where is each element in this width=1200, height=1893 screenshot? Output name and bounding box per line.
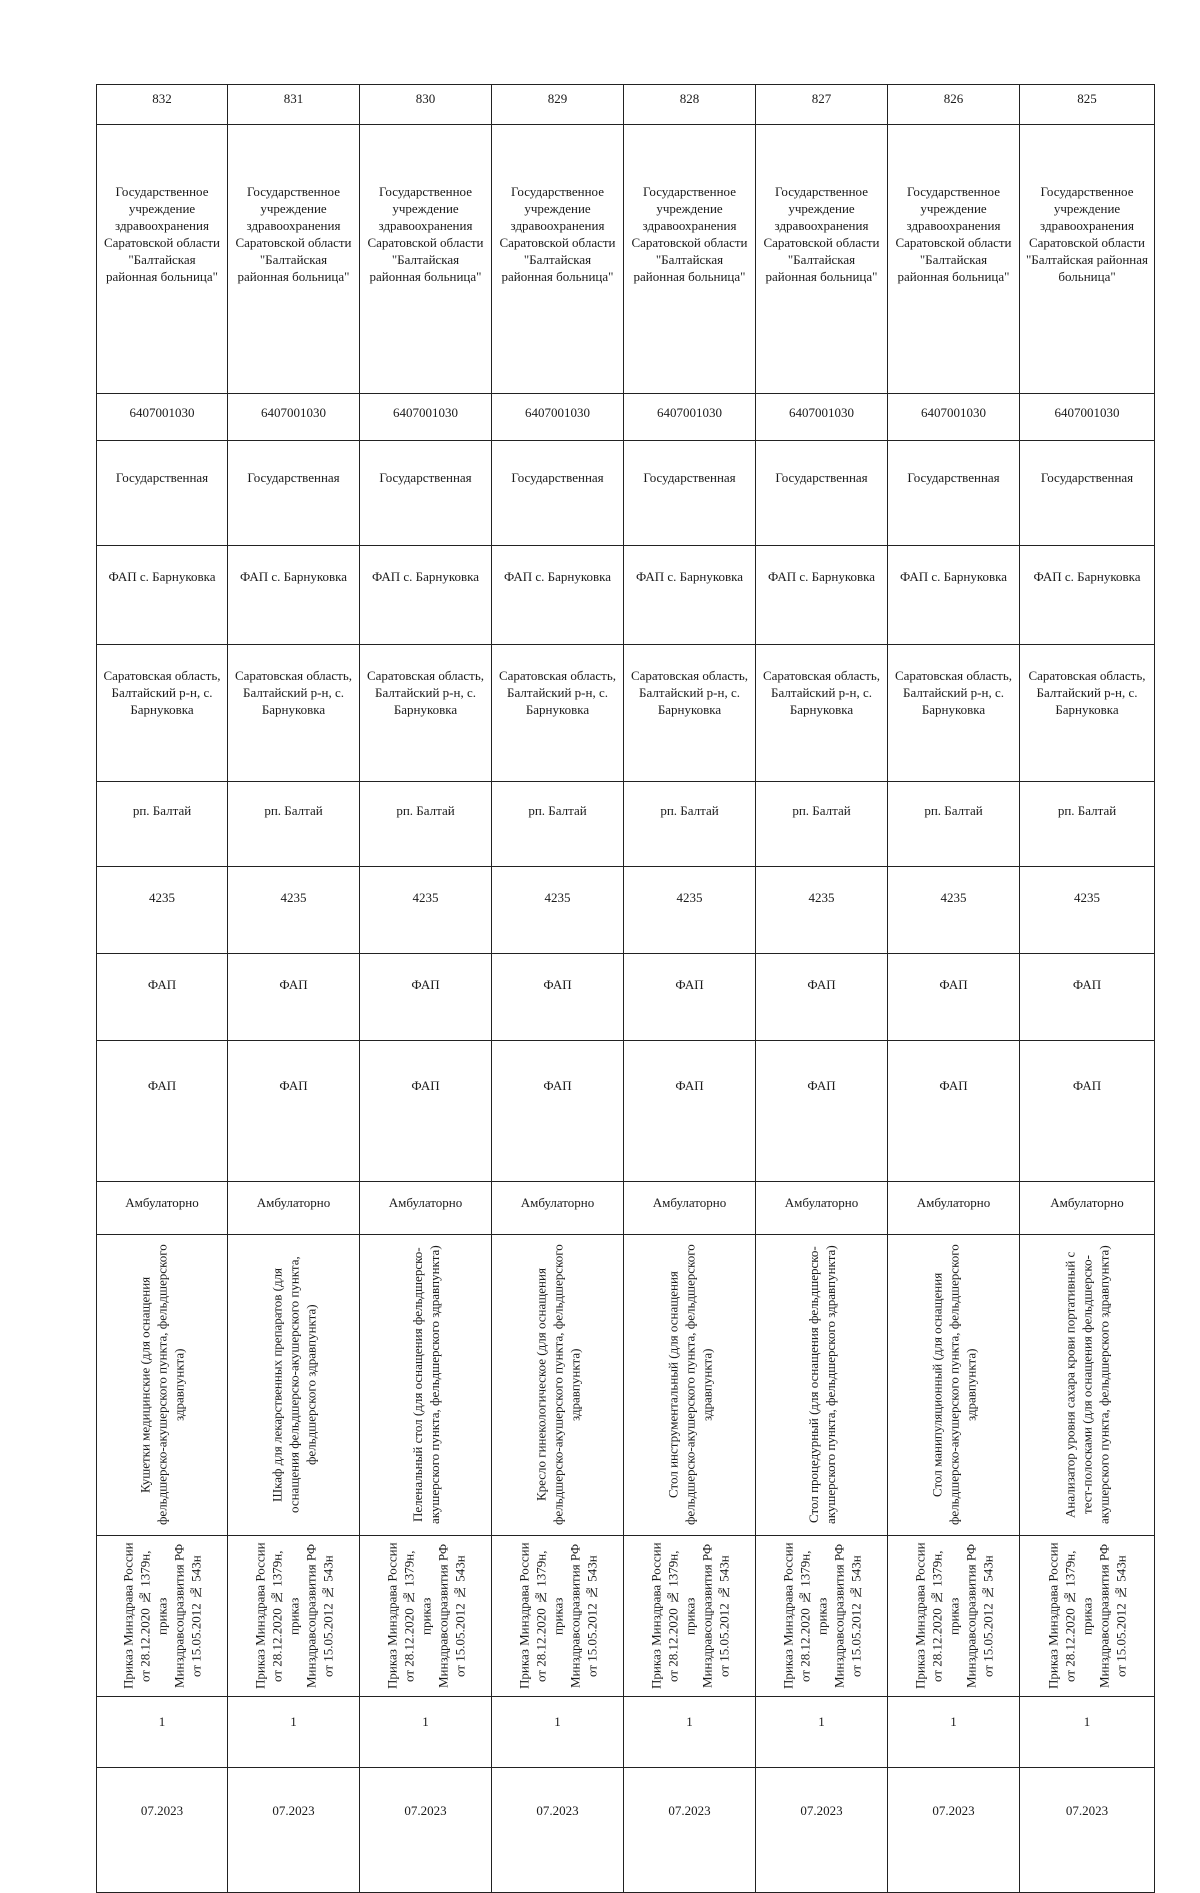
cell-equipment bbox=[1020, 1235, 1155, 1536]
cell-organization: Государственное учреждение здравоохранения Саратовской области "Балтайская районная больница" bbox=[360, 125, 492, 394]
cell-organization: Государственное учреждение здравоохранения Саратовской области "Балтайская районная больница" bbox=[888, 125, 1020, 394]
cell-population: 4235 bbox=[888, 867, 1020, 954]
cell-facility: ФАП с. Барнуковка bbox=[1020, 546, 1155, 645]
cell-type-1: ФАП bbox=[624, 954, 756, 1041]
cell-condition: Амбулаторно bbox=[360, 1182, 492, 1235]
row-type-2 bbox=[97, 1041, 1155, 1182]
order-text: Приказ Минздрава России от 28.12.2020 № 1379н, приказ Минздравсоцразвития РФ от 15.05.2012 № 543н bbox=[516, 1542, 599, 1690]
cell-number: 830 bbox=[360, 85, 492, 125]
cell-date: 07.2023 bbox=[756, 1768, 888, 1893]
cell-number: 827 bbox=[756, 85, 888, 125]
cell-address: Саратовская область, Балтайский р-н, с. Барнуковка bbox=[492, 645, 624, 782]
cell-inn: 6407001030 bbox=[624, 394, 756, 441]
cell-quantity: 1 bbox=[1020, 1697, 1155, 1768]
cell-ownership: Государственная bbox=[360, 441, 492, 546]
row-condition bbox=[97, 1182, 1155, 1235]
cell-locality: рп. Балтай bbox=[624, 782, 756, 867]
cell-number: 832 bbox=[97, 85, 228, 125]
cell-order bbox=[888, 1536, 1020, 1697]
order-text: Приказ Минздрава России от 28.12.2020 № 1379н, приказ Минздравсоцразвития РФ от 15.05.2012 № 543н bbox=[648, 1542, 731, 1690]
cell-order bbox=[624, 1536, 756, 1697]
cell-type-1: ФАП bbox=[1020, 954, 1155, 1041]
cell-equipment bbox=[624, 1235, 756, 1536]
cell-type-1: ФАП bbox=[228, 954, 360, 1041]
cell-type-2: ФАП bbox=[1020, 1041, 1155, 1182]
cell-type-1: ФАП bbox=[888, 954, 1020, 1041]
row-inn bbox=[97, 394, 1155, 441]
cell-number: 829 bbox=[492, 85, 624, 125]
cell-ownership: Государственная bbox=[756, 441, 888, 546]
order-text: Приказ Минздрава России от 28.12.2020 № 1379н, приказ Минздравсоцразвития РФ от 15.05.2012 № 543н bbox=[384, 1542, 467, 1690]
row-locality bbox=[97, 782, 1155, 867]
cell-address: Саратовская область, Балтайский р-н, с. Барнуковка bbox=[1020, 645, 1155, 782]
cell-population: 4235 bbox=[492, 867, 624, 954]
cell-type-2: ФАП bbox=[228, 1041, 360, 1182]
equipment-table bbox=[96, 84, 1155, 1893]
equipment-text: Анализатор уровня сахара крови портативный с тест-полосками (для оснащения фельдшерско-акушерского пункта, фельдшерского здравпункта) bbox=[1062, 1245, 1112, 1525]
cell-organization: Государственное учреждение здравоохранения Саратовской области "Балтайская районная больница" bbox=[624, 125, 756, 394]
cell-type-2: ФАП bbox=[756, 1041, 888, 1182]
cell-locality: рп. Балтай bbox=[888, 782, 1020, 867]
cell-facility: ФАП с. Барнуковка bbox=[492, 546, 624, 645]
cell-inn: 6407001030 bbox=[1020, 394, 1155, 441]
cell-address: Саратовская область, Балтайский р-н, с. Барнуковка bbox=[97, 645, 228, 782]
cell-organization: Государственное учреждение здравоохранения Саратовской области "Балтайская районная больница" bbox=[1020, 125, 1155, 394]
cell-address: Саратовская область, Балтайский р-н, с. Барнуковка bbox=[228, 645, 360, 782]
cell-facility: ФАП с. Барнуковка bbox=[360, 546, 492, 645]
cell-address: Саратовская область, Балтайский р-н, с. Барнуковка bbox=[360, 645, 492, 782]
cell-facility: ФАП с. Барнуковка bbox=[228, 546, 360, 645]
cell-locality: рп. Балтай bbox=[1020, 782, 1155, 867]
cell-population: 4235 bbox=[228, 867, 360, 954]
cell-quantity: 1 bbox=[624, 1697, 756, 1768]
cell-quantity: 1 bbox=[228, 1697, 360, 1768]
cell-order bbox=[97, 1536, 228, 1697]
row-type-1 bbox=[97, 954, 1155, 1041]
cell-quantity: 1 bbox=[888, 1697, 1020, 1768]
cell-date: 07.2023 bbox=[888, 1768, 1020, 1893]
document-sheet bbox=[96, 84, 1154, 1893]
cell-quantity: 1 bbox=[360, 1697, 492, 1768]
cell-condition: Амбулаторно bbox=[492, 1182, 624, 1235]
cell-type-2: ФАП bbox=[97, 1041, 228, 1182]
cell-equipment bbox=[360, 1235, 492, 1536]
cell-locality: рп. Балтай bbox=[492, 782, 624, 867]
cell-condition: Амбулаторно bbox=[228, 1182, 360, 1235]
cell-ownership: Государственная bbox=[97, 441, 228, 546]
cell-population: 4235 bbox=[1020, 867, 1155, 954]
order-text: Приказ Минздрава России от 28.12.2020 № 1379н, приказ Минздравсоцразвития РФ от 15.05.2012 № 543н bbox=[120, 1542, 204, 1690]
cell-population: 4235 bbox=[360, 867, 492, 954]
cell-ownership: Государственная bbox=[228, 441, 360, 546]
cell-facility: ФАП с. Барнуковка bbox=[888, 546, 1020, 645]
cell-equipment bbox=[492, 1235, 624, 1536]
cell-organization: Государственное учреждение здравоохранения Саратовской области "Балтайская районная больница" bbox=[492, 125, 624, 394]
cell-order bbox=[360, 1536, 492, 1697]
cell-ownership: Государственная bbox=[1020, 441, 1155, 546]
cell-condition: Амбулаторно bbox=[756, 1182, 888, 1235]
cell-equipment bbox=[756, 1235, 888, 1536]
cell-locality: рп. Балтай bbox=[97, 782, 228, 867]
cell-address: Саратовская область, Балтайский р-н, с. Барнуковка bbox=[624, 645, 756, 782]
equipment-text: Стол манипуляционный (для оснащения фельдшерско-акушерского пункта, фельдшерского здравпункта) bbox=[929, 1244, 978, 1526]
equipment-text: Кресло гинекологическое (для оснащения фельдшерско-акушерского пункта, фельдшерского здравпункта) bbox=[533, 1244, 582, 1526]
cell-inn: 6407001030 bbox=[228, 394, 360, 441]
cell-type-1: ФАП bbox=[360, 954, 492, 1041]
cell-equipment bbox=[228, 1235, 360, 1536]
cell-condition: Амбулаторно bbox=[1020, 1182, 1155, 1235]
cell-population: 4235 bbox=[756, 867, 888, 954]
cell-number: 826 bbox=[888, 85, 1020, 125]
row-ownership bbox=[97, 441, 1155, 546]
cell-organization: Государственное учреждение здравоохранения Саратовской области "Балтайская районная больница" bbox=[756, 125, 888, 394]
order-text: Приказ Минздрава России от 28.12.2020 № 1379н, приказ Минздравсоцразвития РФ от 15.05.2012 № 543н bbox=[912, 1542, 995, 1690]
cell-locality: рп. Балтай bbox=[228, 782, 360, 867]
cell-order bbox=[756, 1536, 888, 1697]
cell-ownership: Государственная bbox=[624, 441, 756, 546]
equipment-text: Пеленальный стол (для оснащения фельдшерско-акушерского пункта, фельдшерского здравпункта) bbox=[409, 1245, 442, 1525]
row-facility bbox=[97, 546, 1155, 645]
row-address bbox=[97, 645, 1155, 782]
cell-order bbox=[228, 1536, 360, 1697]
cell-type-1: ФАП bbox=[97, 954, 228, 1041]
cell-type-2: ФАП bbox=[624, 1041, 756, 1182]
cell-date: 07.2023 bbox=[624, 1768, 756, 1893]
cell-equipment bbox=[888, 1235, 1020, 1536]
cell-order bbox=[1020, 1536, 1155, 1697]
cell-inn: 6407001030 bbox=[756, 394, 888, 441]
cell-number: 831 bbox=[228, 85, 360, 125]
cell-inn: 6407001030 bbox=[888, 394, 1020, 441]
cell-number: 828 bbox=[624, 85, 756, 125]
cell-equipment bbox=[97, 1235, 228, 1536]
cell-type-2: ФАП bbox=[492, 1041, 624, 1182]
cell-address: Саратовская область, Балтайский р-н, с. Барнуковка bbox=[756, 645, 888, 782]
row-quantity bbox=[97, 1697, 1155, 1768]
cell-condition: Амбулаторно bbox=[624, 1182, 756, 1235]
cell-type-2: ФАП bbox=[888, 1041, 1020, 1182]
cell-type-2: ФАП bbox=[360, 1041, 492, 1182]
cell-type-1: ФАП bbox=[492, 954, 624, 1041]
cell-date: 07.2023 bbox=[1020, 1768, 1155, 1893]
order-text: Приказ Минздрава России от 28.12.2020 № 1379н, приказ Минздравсоцразвития РФ от 15.05.2012 № 543н bbox=[1045, 1542, 1129, 1690]
cell-quantity: 1 bbox=[97, 1697, 228, 1768]
cell-order bbox=[492, 1536, 624, 1697]
cell-date: 07.2023 bbox=[360, 1768, 492, 1893]
cell-condition: Амбулаторно bbox=[888, 1182, 1020, 1235]
cell-condition: Амбулаторно bbox=[97, 1182, 228, 1235]
equipment-text: Кушетки медицинские (для оснащения фельдшерско-акушерского пункта, фельдшерского здравпункта) bbox=[137, 1244, 187, 1526]
cell-quantity: 1 bbox=[492, 1697, 624, 1768]
cell-organization: Государственное учреждение здравоохранения Саратовской области "Балтайская районная больница" bbox=[228, 125, 360, 394]
cell-type-1: ФАП bbox=[756, 954, 888, 1041]
row-equipment bbox=[97, 1235, 1155, 1536]
row-date bbox=[97, 1768, 1155, 1893]
cell-number: 825 bbox=[1020, 85, 1155, 125]
equipment-text: Шкаф для лекарственных препаратов (для оснащения фельдшерско-акушерского пункта, фельдшерского здравпункта) bbox=[269, 1256, 318, 1514]
equipment-text: Стол инструментальный (для оснащения фельдшерско-акушерского пункта, фельдшерского здравпункта) bbox=[665, 1244, 714, 1526]
cell-population: 4235 bbox=[624, 867, 756, 954]
cell-inn: 6407001030 bbox=[360, 394, 492, 441]
cell-ownership: Государственная bbox=[888, 441, 1020, 546]
cell-facility: ФАП с. Барнуковка bbox=[624, 546, 756, 645]
cell-facility: ФАП с. Барнуковка bbox=[756, 546, 888, 645]
cell-facility: ФАП с. Барнуковка bbox=[97, 546, 228, 645]
cell-population: 4235 bbox=[97, 867, 228, 954]
cell-date: 07.2023 bbox=[492, 1768, 624, 1893]
cell-date: 07.2023 bbox=[228, 1768, 360, 1893]
row-population bbox=[97, 867, 1155, 954]
cell-quantity: 1 bbox=[756, 1697, 888, 1768]
order-text: Приказ Минздрава России от 28.12.2020 № 1379н, приказ Минздравсоцразвития РФ от 15.05.2012 № 543н bbox=[252, 1542, 335, 1690]
cell-inn: 6407001030 bbox=[492, 394, 624, 441]
equipment-text: Стол процедурный (для оснащения фельдшерско-акушерского пункта, фельдшерского здравпункта) bbox=[805, 1245, 838, 1525]
row-organization bbox=[97, 125, 1155, 394]
row-number bbox=[97, 85, 1155, 125]
cell-ownership: Государственная bbox=[492, 441, 624, 546]
row-order bbox=[97, 1536, 1155, 1697]
cell-organization: Государственное учреждение здравоохранения Саратовской области "Балтайская районная больница" bbox=[97, 125, 228, 394]
cell-locality: рп. Балтай bbox=[360, 782, 492, 867]
cell-address: Саратовская область, Балтайский р-н, с. Барнуковка bbox=[888, 645, 1020, 782]
order-text: Приказ Минздрава России от 28.12.2020 № 1379н, приказ Минздравсоцразвития РФ от 15.05.2012 № 543н bbox=[780, 1542, 863, 1690]
cell-locality: рп. Балтай bbox=[756, 782, 888, 867]
cell-inn: 6407001030 bbox=[97, 394, 228, 441]
cell-date: 07.2023 bbox=[97, 1768, 228, 1893]
